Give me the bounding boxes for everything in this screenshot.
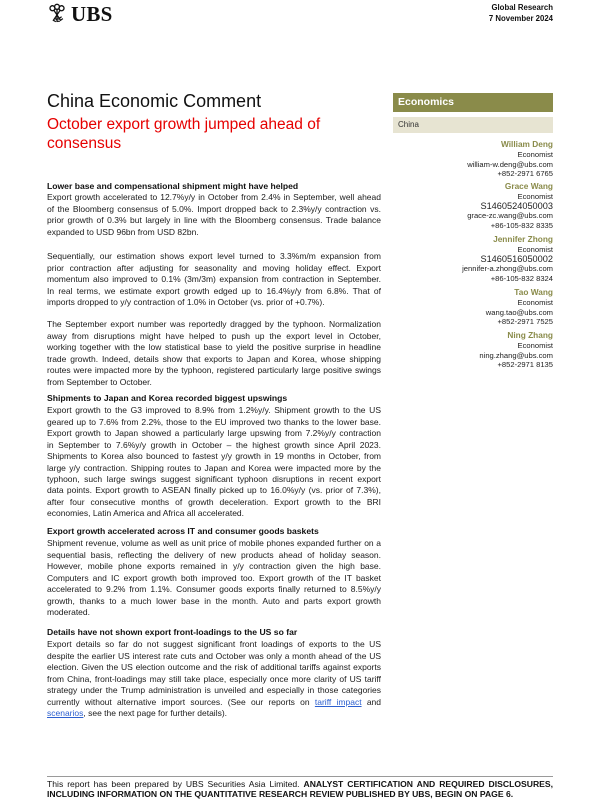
prepared-by-text: This report has been prepared by UBS Securities Asia Limited.	[47, 779, 300, 789]
disclosure-text: ANALYST CERTIFICATION AND REQUIRED DISCLOSURES,	[303, 779, 554, 789]
analyst-phone: +852-2971 6765	[497, 169, 553, 179]
analyst-phone: +86-105-832 8335	[490, 221, 553, 231]
text-line: accelerated to 9.2% from 1.1%. Consumer goods exports finally returned to 8.5%y/y	[47, 584, 381, 595]
text-line: moderated.	[47, 607, 90, 618]
tariff-impact-link[interactable]: tariff impact	[314, 696, 362, 707]
text-line: trade growth. Indeed, details show that exports to Japan and Korea, whose shipping	[47, 353, 381, 364]
text-line: data points. Export growth to ASEAN finally picked up to 16.0%y/y (vs. prior of 7.3%),	[47, 485, 381, 496]
analyst-phone: +86-105-832 8324	[490, 274, 553, 284]
footer-disclaimer	[47, 779, 553, 799]
analyst-phone: +852-2971 7525	[497, 317, 553, 327]
analyst-role: Economist	[517, 149, 553, 159]
text-line: economies, Latin America and Africa all accelerated.	[47, 508, 245, 519]
paragraph	[47, 405, 381, 520]
analyst-email: william-w.deng@ubs.com	[467, 159, 553, 169]
analyst-email: ning.zhang@ubs.com	[479, 350, 553, 360]
analyst-license-number: S1460524050003	[480, 200, 553, 211]
text-line: However, mobile phone exports remained in y/y contraction given the high base.	[47, 561, 381, 572]
text-line: prior contraction after adjusting for seasonality and moving holiday effect. Export	[47, 262, 381, 273]
analyst-card	[479, 331, 553, 370]
analyst-role: Economist	[517, 340, 553, 350]
footer-divider	[47, 776, 553, 777]
text-line: Export details so far do not suggest significant front loadings of exports to the US	[47, 639, 381, 650]
analyst-card	[462, 235, 553, 284]
logo-wordmark: UBS	[71, 2, 113, 26]
text-line: after four consecutive months of growth deceleration. Export growth to the BRI	[47, 496, 381, 507]
analyst-name: Tao Wang	[514, 287, 553, 297]
analyst-phone: +852-2971 8135	[497, 360, 553, 370]
analyst-email: wang.tao@ubs.com	[485, 307, 553, 317]
text-line: from September to October.	[47, 376, 152, 387]
text-line: of the Bloomberg consensus of 5.0%. Import dropped back to 2.3%y/y contraction vs.	[47, 203, 381, 214]
text-line: imports dropped to y/y contraction of 1.0% in October (vs. prior of +0.7%).	[47, 297, 325, 308]
scenarios-link[interactable]: scenarios	[47, 708, 84, 719]
text-line: currently without alternative import sources. (See our reports on tariff impact and	[47, 696, 381, 707]
text-line: strategy under the Trump administration is unveiled and especially in those categories	[47, 685, 381, 696]
analyst-role: Economist	[517, 297, 553, 307]
text-line: geared up to 7.6% from 2.2%, those to the EU improved two thanks to the lower base.	[47, 416, 381, 427]
analyst-card	[486, 288, 553, 327]
analyst-card	[467, 140, 553, 179]
text-line: despite the earlier US interest rate cuts and October was only a month ahead of the US	[47, 650, 381, 661]
paragraph	[47, 319, 381, 388]
report-title: October export growth jumped ahead of consensus	[47, 116, 321, 152]
report-series-title: China Economic Comment	[47, 91, 262, 111]
paragraph	[47, 538, 381, 618]
ubs-three-keys-icon	[46, 3, 68, 25]
division-label: Global Research	[491, 3, 553, 12]
analyst-email: grace-zc.wang@ubs.com	[467, 211, 553, 221]
ubs-logo	[46, 3, 112, 25]
section-heading: Shipments to Japan and Korea recorded biggest upswings	[47, 393, 288, 404]
text-line: The September export number was reportedly dragged by the typhoon. Normalization	[47, 319, 381, 330]
paragraph	[47, 639, 381, 719]
paragraph	[47, 192, 381, 238]
text-line: Export growth accelerated to 12.7%y/y in October from 2.4% in September, well ahead	[47, 192, 381, 203]
text-line: growth, thanks to a much lower base in the month. Auto and parts export growth	[47, 595, 381, 606]
text-line: routes were impacted more by the typhoon, registered particularly large positive swings	[47, 365, 381, 376]
footer-line	[47, 779, 553, 789]
analyst-role: Economist	[517, 244, 553, 254]
text-line: Export growth to the G3 improved to 8.9% from 1.2%y/y. Shipment growth to the US	[47, 405, 381, 416]
text-line: in September to 7.6%y/y growth in October – the highest growth since April 2023.	[47, 439, 381, 450]
analyst-card	[467, 182, 553, 231]
analyst-license-number: S1460516050002	[480, 253, 553, 264]
text-line: sequential basis, reflecting the delivery of new products ahead of holiday season.	[47, 549, 381, 560]
text-line: large y/y contraction. Shipping routes to Japan and Korea were impacted more by the	[47, 462, 381, 473]
text-line: election. Given the US election outcome and the risk of additional tariffs against exports	[47, 662, 381, 673]
key-shape	[51, 5, 65, 23]
text-line: working together with the low statistical base to yield the positive surprise in headline	[47, 342, 381, 353]
section-heading: Details have not shown export front-loadings to the US so far	[47, 627, 298, 638]
text-line: prior growth of 0.3% but largely in line with the Bloomberg consensus. Trade balance	[47, 215, 381, 226]
section-heading: Export growth accelerated across IT and consumer goods baskets	[47, 526, 319, 537]
text-line: expanded to USD 96bn from USD 82bn.	[47, 226, 199, 237]
analyst-name: Jennifer Zhong	[493, 234, 553, 244]
text-line: momentum also improved to 0.1% (3m/3m) expansion from contraction in September.	[47, 274, 381, 285]
analyst-role: Economist	[517, 191, 553, 201]
text-line: typhoon, such large swings suggest significant typhoon disruptions in recent export	[47, 474, 381, 485]
disclosure-text: INCLUDING INFORMATION ON THE QUANTITATIVE RESEARCH REVIEW PUBLISHED BY UBS, BEGIN ON PAGE 6.	[47, 789, 514, 799]
text-line: from China, front-loadings may still take place, especially once more clarity of US tariff	[47, 673, 381, 684]
text-line: Sequentially, our estimation shows export level turned to 3.3%m/m expansion from	[47, 251, 381, 262]
text-line: Shipments to Korea also bounced to fastest y/y growth in 19 months in October, from	[47, 451, 381, 462]
text-line: Shipment revenue, volume as well as unit price of mobile phones expanded further on a	[47, 538, 381, 549]
category-banner: Economics	[393, 93, 553, 112]
section-heading: Lower base and compensational shipment might have helped	[47, 180, 299, 191]
text-line: Computers and IC export growth both improved too. Export growth of the IT basket	[47, 572, 381, 583]
analyst-name: Ning Zhang	[507, 330, 553, 340]
text-line: In real terms, we estimate export growth edged up to 16.4%y/y from 6.8%. That of	[47, 285, 381, 296]
text-line: scenarios, see the next page for further details).	[47, 708, 228, 719]
analyst-name: Grace Wang	[504, 181, 553, 191]
text-line: Export growth to Japan showed a particularly large upswing from 7.2%y/y contraction	[47, 428, 381, 439]
region-banner: China	[393, 117, 553, 133]
analyst-email: jennifer-a.zhong@ubs.com	[462, 264, 553, 274]
text-line: away from disruptions might have helped to push up the export level in October,	[47, 330, 381, 341]
paragraph	[47, 251, 381, 308]
publish-date: 7 November 2024	[488, 13, 553, 23]
analyst-name: William Deng	[500, 139, 553, 149]
header-meta	[489, 3, 553, 24]
